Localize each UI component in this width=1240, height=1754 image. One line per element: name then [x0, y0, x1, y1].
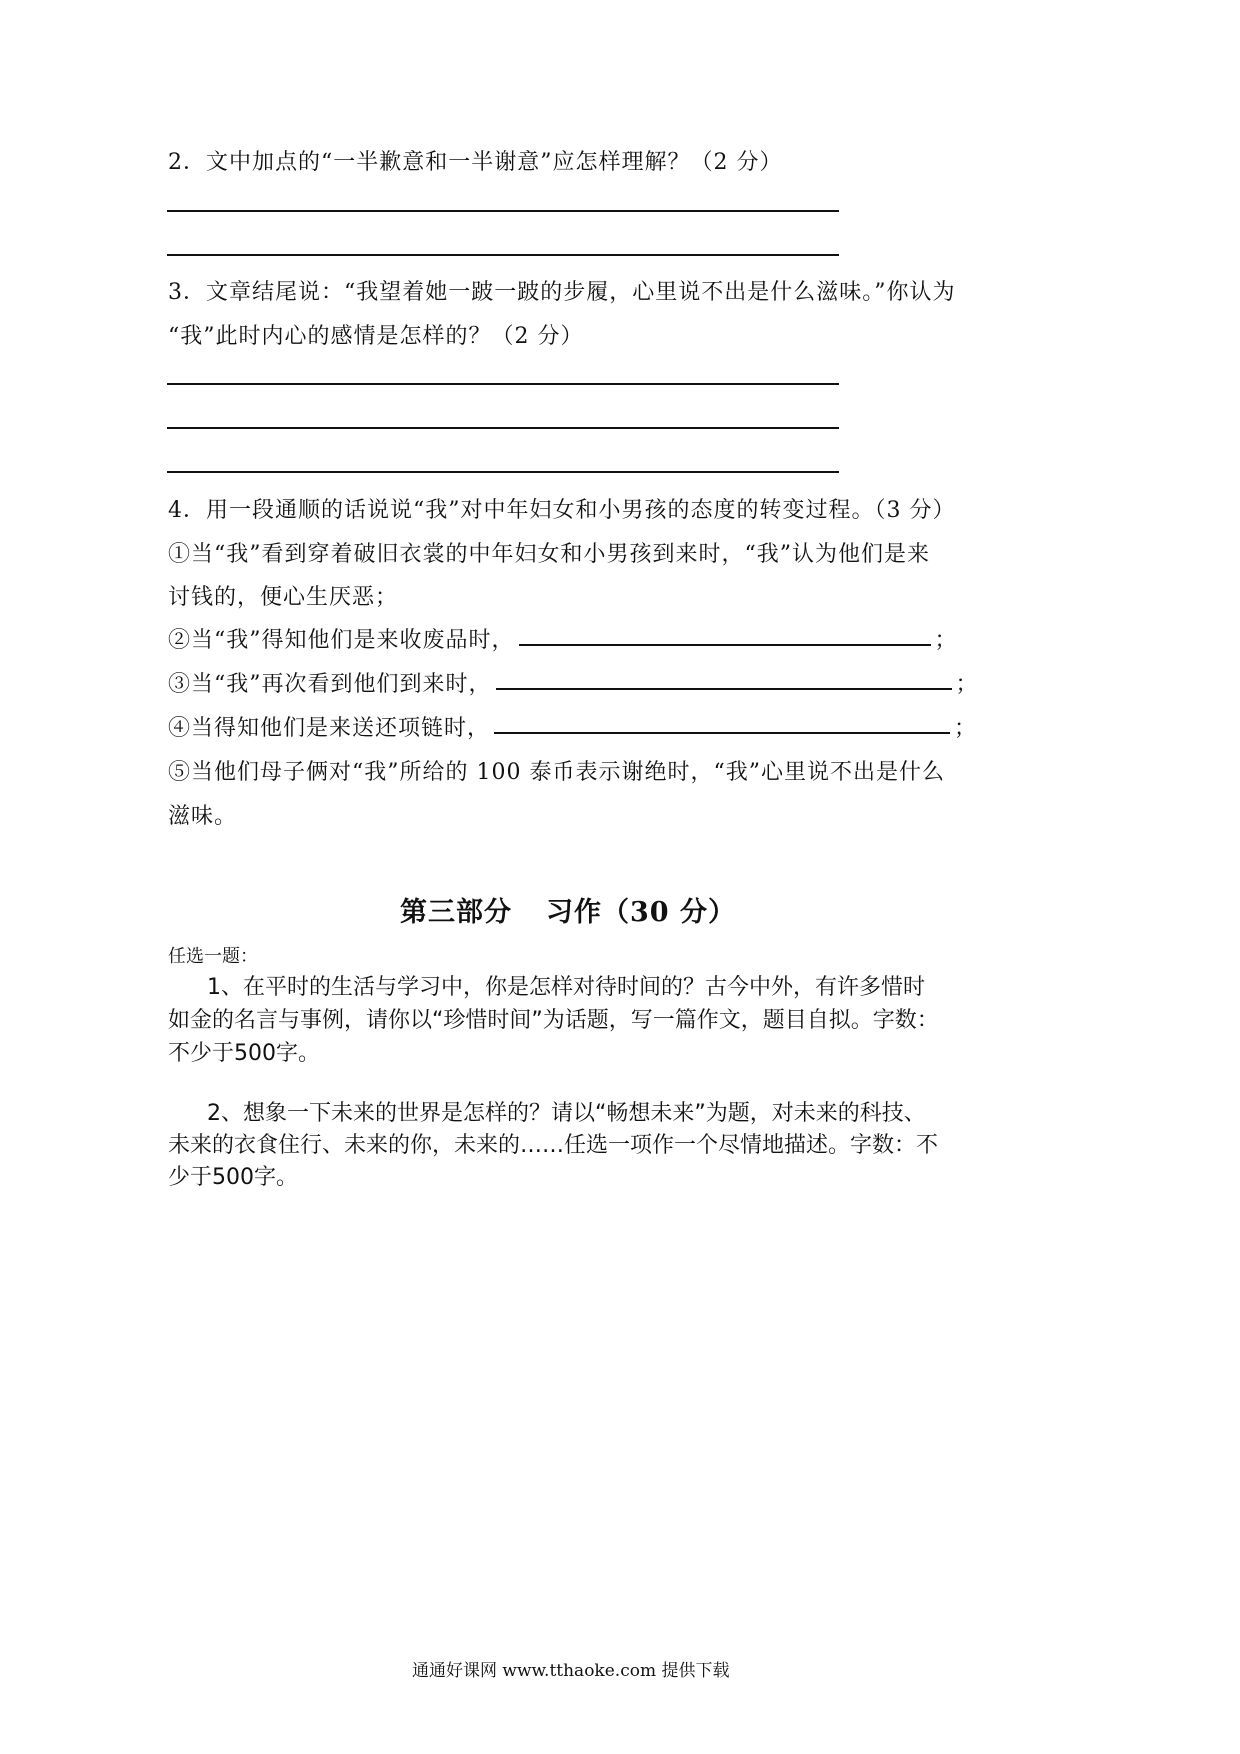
question-4-item-5-line-2: 滋味。 [168, 804, 238, 829]
answer-line[interactable] [167, 471, 839, 473]
question-3-line-2: “我”此时内心的感情是怎样的？（2 分） [168, 324, 584, 349]
item-2-text: ②当“我”得知他们是来收废品时， [168, 628, 515, 653]
question-4-item-5-line-1: ⑤当他们母子俩对“我”所给的 100 泰币表示谢绝时，“我”心里说不出是什么 [168, 760, 945, 785]
semicolon: ； [955, 672, 979, 697]
fill-in-blank[interactable] [496, 688, 952, 690]
topic-2-line-1: 2、想象一下未来的世界是怎样的？请以“畅想未来”为题，对未来的科技、 [207, 1101, 926, 1126]
question-4-title: 4．用一段通顺的话说说“我”对中年妇女和小男孩的态度的转变过程。（3 分） [168, 498, 956, 523]
question-4-item-4 [168, 711, 977, 742]
topic-2-line-2: 未来的衣食住行、未来的你，未来的……任选一项作一个尽情地描述。字数：不 [168, 1133, 939, 1158]
question-4-item-1-line-1: ①当“我”看到穿着破旧衣裳的中年妇女和小男孩到来时，“我”认为他们是来 [168, 542, 930, 567]
semicolon: ； [934, 628, 958, 653]
item-4-text: ④当得知他们是来送还项链时， [168, 716, 491, 741]
question-4-item-2 [168, 623, 958, 654]
item-3-text: ③当“我”再次看到他们到来时， [168, 672, 492, 697]
question-2: 2．文中加点的“一半歉意和一半谢意”应怎样理解？（2 分） [168, 150, 783, 175]
question-4-item-1-line-2: 讨钱的，便心生厌恶； [168, 585, 399, 610]
section-heading-part: 第三部分 [400, 897, 512, 928]
section-heading-title: 习作（30 分） [546, 897, 736, 928]
instruction-text: 任选一题： [168, 946, 258, 967]
question-3-line-1: 3．文章结尾说：“我望着她一跛一跛的步履，心里说不出是什么滋味。”你认为 [168, 280, 956, 305]
answer-line[interactable] [167, 254, 839, 256]
topic-1-line-3: 不少于500字。 [168, 1041, 320, 1066]
fill-in-blank[interactable] [519, 644, 931, 646]
answer-line[interactable] [167, 210, 839, 212]
answer-line[interactable] [167, 383, 839, 385]
semicolon: ； [954, 716, 978, 741]
fill-in-blank[interactable] [494, 732, 950, 734]
question-4-item-3 [168, 667, 979, 698]
topic-1-line-2: 如金的名言与事例，请你以“珍惜时间”为话题，写一篇作文，题目自拟。字数： [168, 1008, 939, 1033]
topic-2-line-3: 少于500字。 [168, 1165, 298, 1190]
topic-1-line-1: 1、在平时的生活与学习中，你是怎样对待时间的？古今中外，有许多惜时 [207, 975, 925, 1000]
answer-line[interactable] [167, 427, 839, 429]
page-footer: 通通好课网 www.tthaoke.com 提供下载 [412, 1661, 730, 1681]
